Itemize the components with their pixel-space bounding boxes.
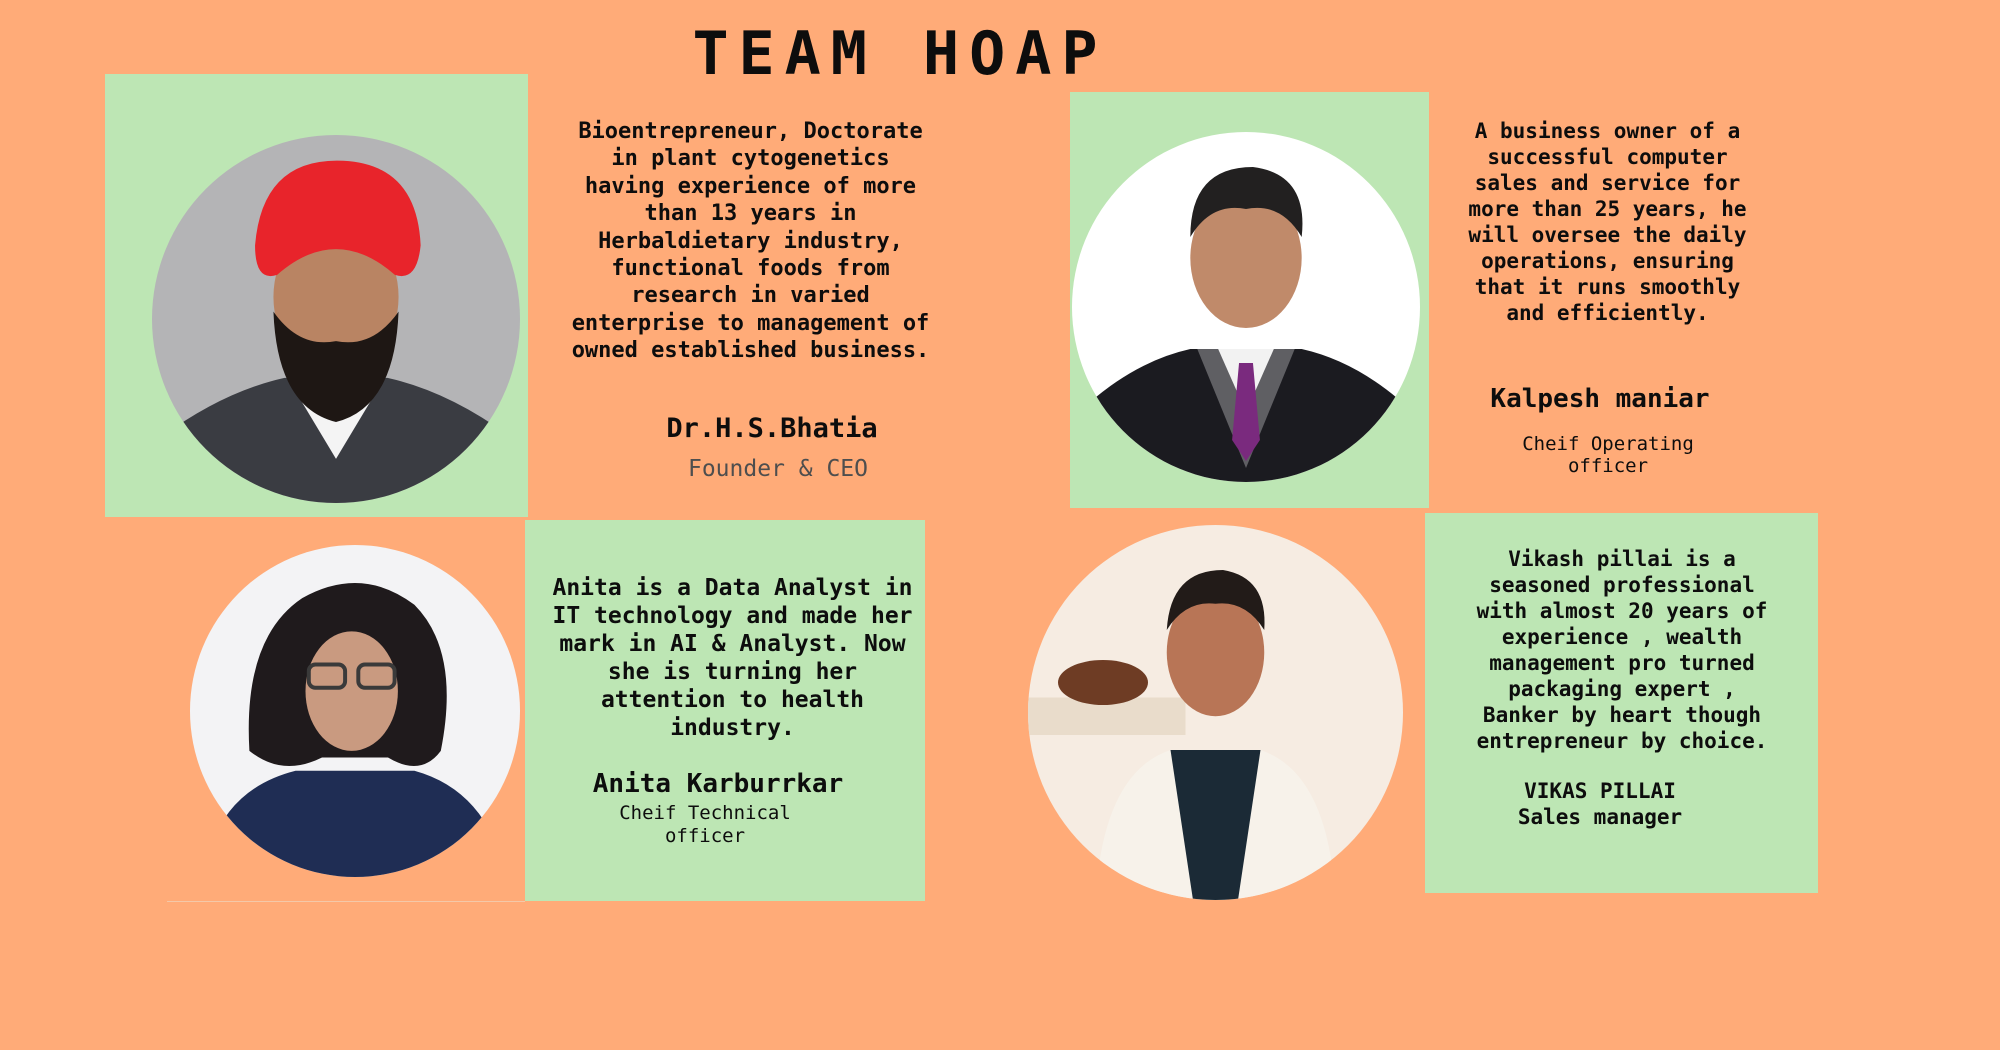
divider-line	[167, 901, 525, 902]
profile-photo-anita	[190, 545, 520, 877]
member-name-kalpesh: Kalpesh maniar	[1490, 384, 1710, 414]
bio-text-anita: Anita is a Data Analyst in IT technology and made her mark in AI & Analyst. Now she is turning her attention to health industry.	[552, 575, 913, 741]
profile-photo-kalpesh	[1072, 132, 1420, 482]
profile-photo-bhatia	[152, 135, 520, 503]
member-role-kalpesh: Cheif Operating officer	[1522, 433, 1694, 477]
member-name-anita: Anita Karburrkar	[592, 769, 844, 799]
bio-text-kalpesh: A business owner of a successful computer sales and service for more than 25 years, he will oversee the daily operations, ensuring that it runs smoothly and efficiently.	[1468, 119, 1747, 325]
member-role-bhatia: Founder & CEO	[687, 456, 868, 482]
profile-photo-vikas	[1028, 525, 1403, 900]
bio-text-vikas: Vikash pillai is a seasoned professional with almost 20 years of experience , wealth management pro turned packaging expert , Banker by heart though entrepreneur by choice.	[1476, 547, 1768, 753]
member-name-bhatia: Dr.H.S.Bhatia	[666, 413, 878, 444]
member-role-vikas: Sales manager	[1517, 805, 1683, 829]
page-title: TEAM HOAP	[692, 19, 1108, 89]
member-name-vikas: VIKAS PILLAI	[1524, 779, 1676, 803]
member-role-anita: Cheif Technical officer	[619, 802, 791, 847]
bio-text-bhatia: Bioentrepreneur, Doctorate in plant cytogenetics having experience of more than 13 years in Herbaldietary industry, functional foods from research in varied enterprise to management of owned established business.	[571, 119, 930, 364]
